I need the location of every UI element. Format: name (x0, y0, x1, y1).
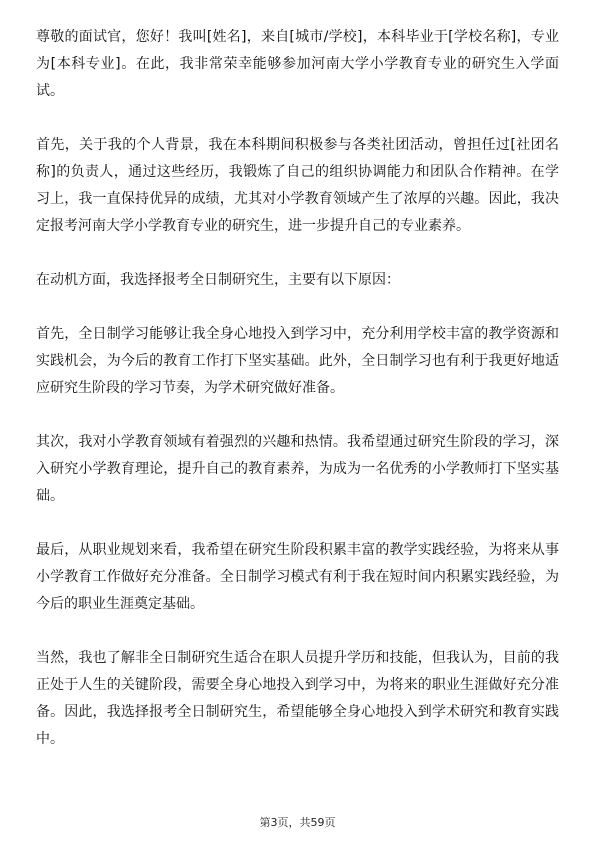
paragraph-gap (36, 510, 559, 537)
paragraph-gap (36, 105, 559, 132)
paragraph-gap (36, 618, 559, 645)
paragraph-motivation-intro: 在动机方面，我选择报考全日制研究生，主要有以下原因： (36, 272, 400, 288)
document-body (36, 24, 559, 753)
paragraph-gap (36, 402, 559, 429)
paragraph-gap (36, 240, 559, 267)
paragraph-gap (36, 294, 559, 321)
paragraph-conclusion: 当然，我也了解非全日制研究生适合在职人员提升学历和技能，但我认为，目前的我正处于人生的关键阶段，需要全身心地投入到学习中，为将来的职业生涯做好充分准备。因此，我选择报考全日制研究生，希望能够全身心地投入到学术研究和教育实践中。 (36, 650, 559, 747)
paragraph-background: 首先，关于我的个人背景，我在本科期间积极参与各类社团活动，曾担任过[社团名称]的负责人，通过这些经历，我锻炼了自己的组织协调能力和团队合作精神。在学习上，我一直保持优异的成绩，尤其对小学教育领域产生了浓厚的兴趣。因此，我决定报考河南大学小学教育专业的研究生，进一步提升自己的专业素养。 (36, 137, 559, 234)
paragraph-greeting: 尊敬的面试官，您好！我叫[姓名]，来自[城市/学校]，本科毕业于[学校名称]，专业为[本科专业]。在此，我非常荣幸能够参加河南大学小学教育专业的研究生入学面试。 (36, 29, 559, 99)
page-number-footer: 第3页，共59页 (259, 816, 336, 829)
paragraph-reason-first: 首先，全日制学习能够让我全身心地投入到学习中，充分利用学校丰富的教学资源和实践机会，为今后的教育工作打下坚实基础。此外，全日制学习也有利于我更好地适应研究生阶段的学习节奏，为学术研究做好准备。 (36, 326, 559, 396)
paragraph-reason-last: 最后，从职业规划来看，我希望在研究生阶段积累丰富的教学实践经验，为将来从事小学教育工作做好充分准备。全日制学习模式有利于我在短时间内积累实践经验，为今后的职业生涯奠定基础。 (36, 542, 559, 612)
paragraph-reason-second: 其次，我对小学教育领域有着强烈的兴趣和热情。我希望通过研究生阶段的学习，深入研究小学教育理论，提升自己的教育素养，为成为一名优秀的小学教师打下坚实基础。 (36, 434, 559, 504)
